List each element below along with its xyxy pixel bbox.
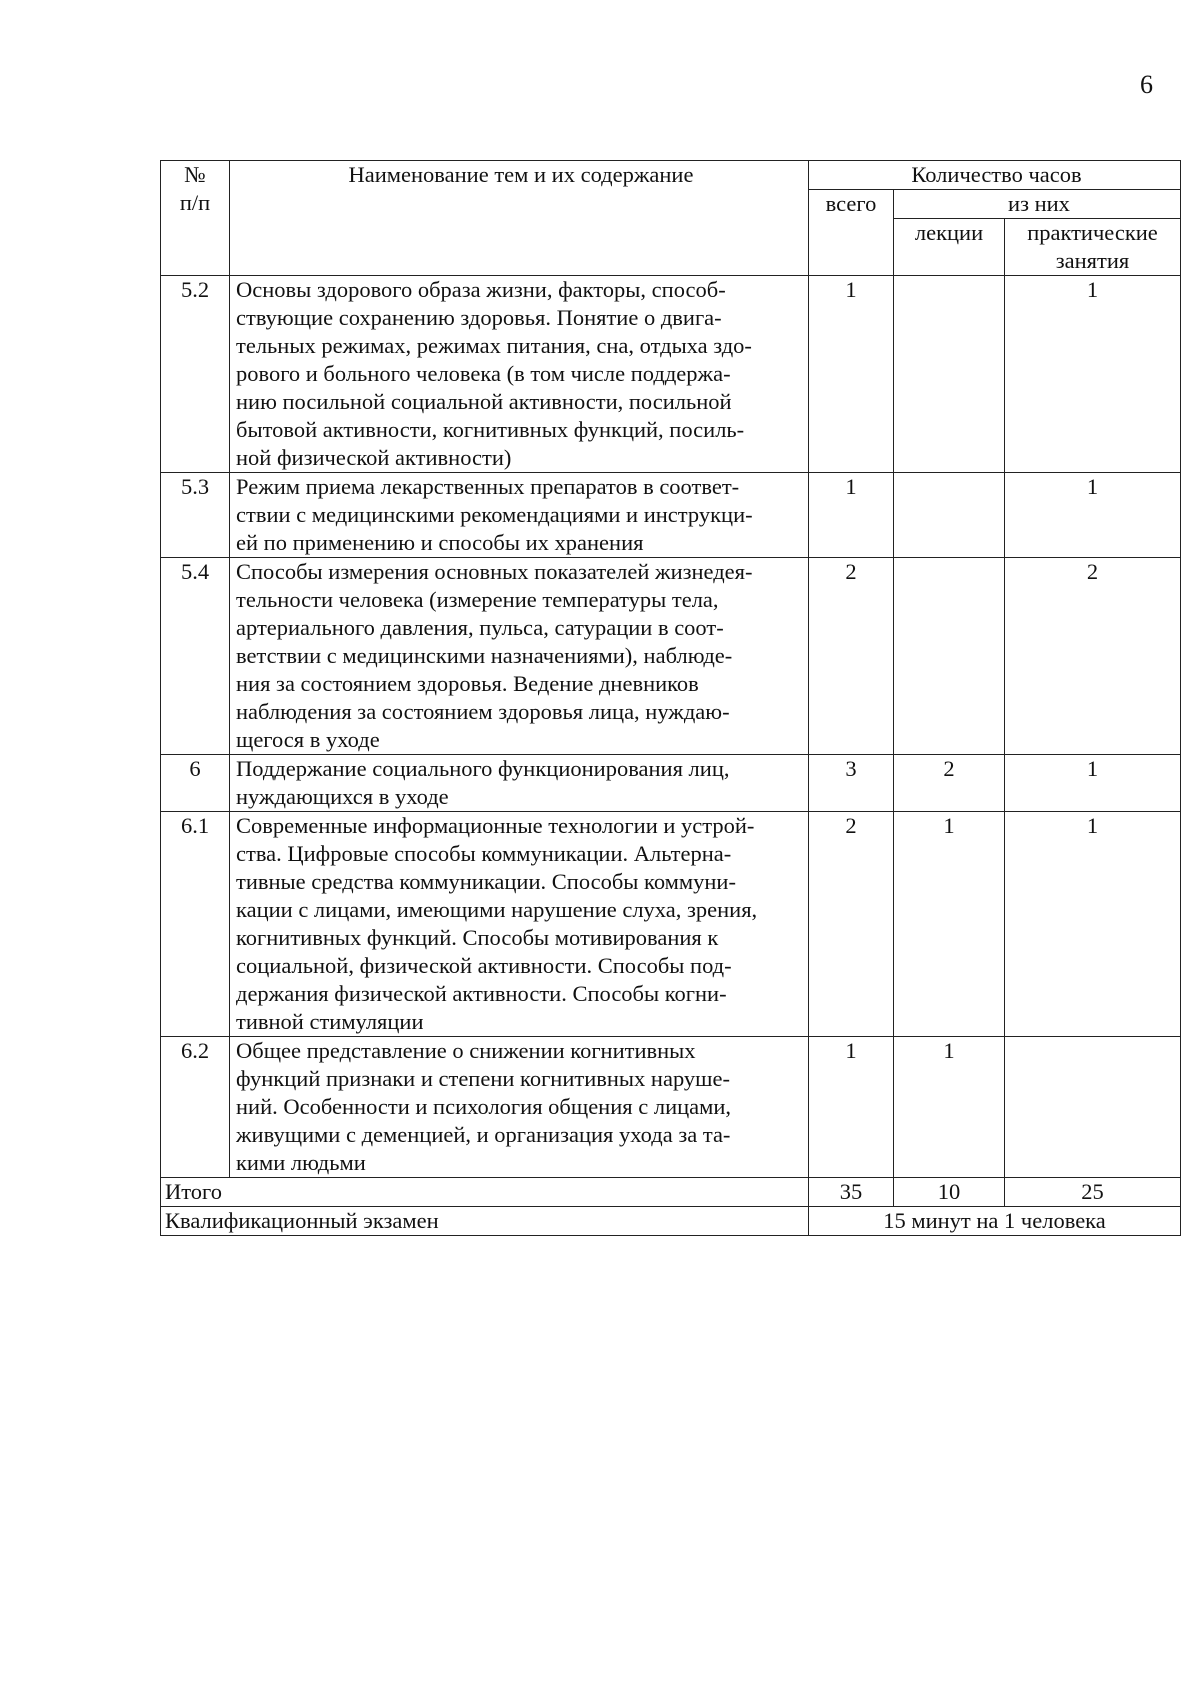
table-row (161, 812, 1181, 1037)
header-hours: Количество часов (809, 161, 1181, 190)
row-lectures (894, 473, 1005, 558)
row-number: 6.2 (161, 1037, 230, 1178)
table-row (161, 558, 1181, 755)
exam-value: 15 минут на 1 человека (809, 1207, 1181, 1236)
table-row (161, 276, 1181, 473)
row-practical: 1 (1005, 276, 1181, 473)
row-number: 5.4 (161, 558, 230, 755)
row-practical: 1 (1005, 473, 1181, 558)
row-number: 5.2 (161, 276, 230, 473)
header-topic: Наименование тем и их содержание (230, 161, 809, 276)
header-practical: практические занятия (1005, 219, 1181, 276)
row-topic: Способы измерения основных показателей жизнедея- тельности человека (измерение температуры тела, артериального давления, пульса, сатурации в соот- ветствии с медицинскими назначениями), наблюде- ния за состоянием здоровья. Ведение дневников наблюдения за состоянием здоровья лица, нуждаю- щегося в уходе (230, 558, 809, 755)
row-topic: Поддержание социального функционирования лиц, нуждающихся в уходе (230, 755, 809, 812)
row-total: 1 (809, 1037, 894, 1178)
row-practical: 2 (1005, 558, 1181, 755)
row-number: 6 (161, 755, 230, 812)
row-total: 1 (809, 473, 894, 558)
header-lectures: лекции (894, 219, 1005, 276)
header-of-them: из них (894, 190, 1181, 219)
exam-label: Квалификационный экзамен (161, 1207, 809, 1236)
header-row-1 (161, 161, 1181, 190)
table-row (161, 473, 1181, 558)
hours-table (160, 160, 1181, 1236)
header-total: всего (809, 190, 894, 276)
row-lectures (894, 276, 1005, 473)
header-num: № п/п (161, 161, 230, 276)
row-lectures: 1 (894, 812, 1005, 1037)
summary-lectures: 10 (894, 1178, 1005, 1207)
row-topic: Общее представление о снижении когнитивных функций признаки и степени когнитивных наруше- ний. Особенности и психология общения с лицами, живущими с деменцией, и организация ухода за та- кими людьми (230, 1037, 809, 1178)
row-topic: Современные информационные технологии и устрой- ства. Цифровые способы коммуникации. Альтерна- тивные средства коммуникации. Способы коммуни- кации с лицами, имеющими нарушение слуха, зрения, когнитивных функций. Способы мотивирования к социальной, физической активности. Способы под- держания физической активности. Способы когни- тивной стимуляции (230, 812, 809, 1037)
row-total: 2 (809, 812, 894, 1037)
row-total: 3 (809, 755, 894, 812)
row-practical: 1 (1005, 812, 1181, 1037)
row-lectures: 2 (894, 755, 1005, 812)
row-lectures (894, 558, 1005, 755)
row-total: 1 (809, 276, 894, 473)
row-total: 2 (809, 558, 894, 755)
exam-row (161, 1207, 1181, 1236)
page-number: 6 (1140, 70, 1153, 99)
summary-total: 35 (809, 1178, 894, 1207)
row-topic: Режим приема лекарственных препаратов в соответ- ствии с медицинскими рекомендациями и инструкци- ей по применению и способы их хранения (230, 473, 809, 558)
row-practical: 1 (1005, 755, 1181, 812)
row-practical (1005, 1037, 1181, 1178)
row-lectures: 1 (894, 1037, 1005, 1178)
row-number: 5.3 (161, 473, 230, 558)
table-row (161, 1037, 1181, 1178)
row-number: 6.1 (161, 812, 230, 1037)
table-row (161, 755, 1181, 812)
summary-label: Итого (161, 1178, 809, 1207)
summary-row (161, 1178, 1181, 1207)
summary-practical: 25 (1005, 1178, 1181, 1207)
row-topic: Основы здорового образа жизни, факторы, способ- ствующие сохранению здоровья. Понятие о двига- тельных режимах, режимах питания, сна, отдыха здо- рового и больного человека (в том числе поддержа- нию посильной социальной активности, посильной бытовой активности, когнитивных функций, посиль- ной физической активности) (230, 276, 809, 473)
